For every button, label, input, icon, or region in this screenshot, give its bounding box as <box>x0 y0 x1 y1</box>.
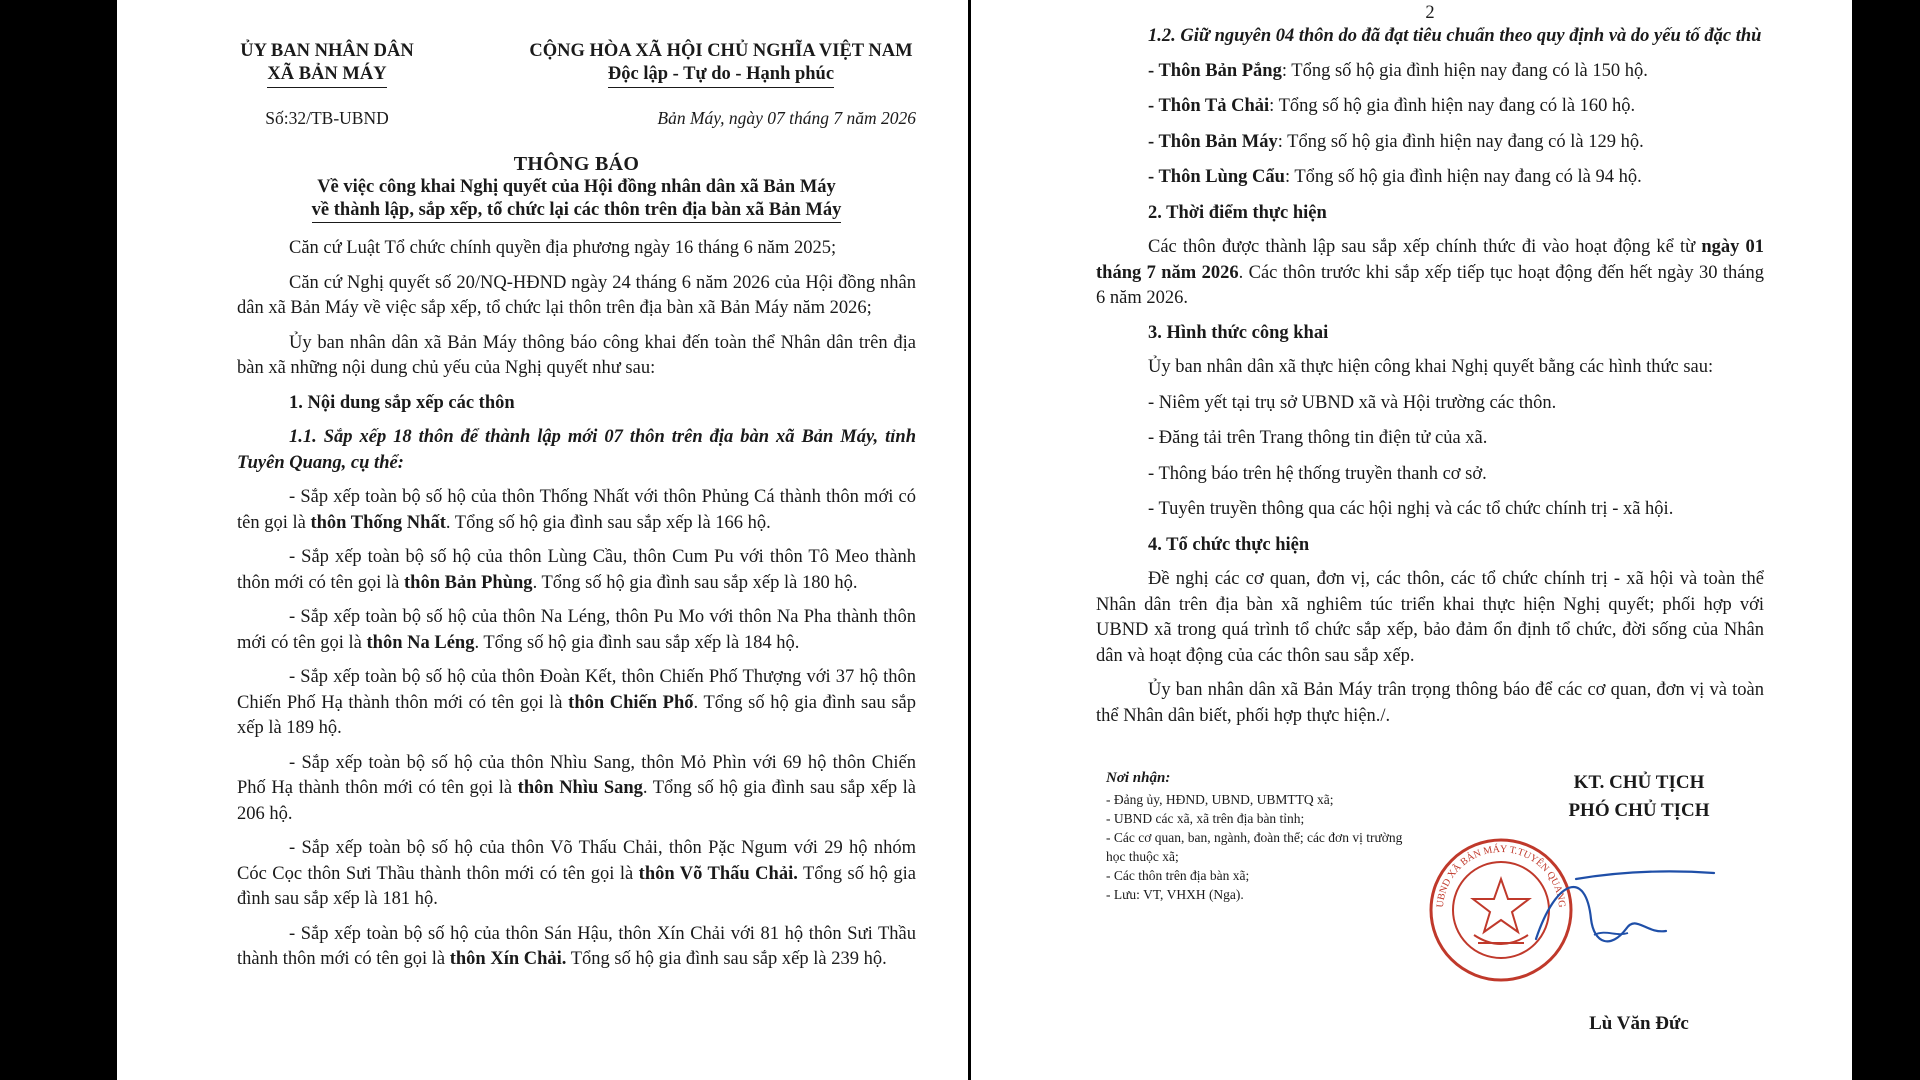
list-item: - Tuyên truyền thông qua các hội nghị và các tổ chức chính trị - xã hội. <box>1148 499 1674 519</box>
authority-line: ỦY BAN NHÂN DÂN <box>240 41 414 61</box>
village-name: thôn Võ Thấu Chải. <box>638 863 798 884</box>
signature-icon <box>1516 859 1716 969</box>
list-item: - Niêm yết tại trụ sở UBND xã và Hội trường các thôn. <box>1148 392 1557 413</box>
village-name: thôn Nhìu Sang <box>517 778 643 798</box>
list-item: - Sắp xếp toàn bộ số hộ của thôn Nhìu Sang, thôn Mỏ Phìn với 69 hộ thôn Chiến Phố Hạ thành thôn mới có tên gọi là thôn Nhìu Sang. Tổng số hộ gia đình sau sắp xếp là 206 hộ. <box>237 752 917 824</box>
recipient-item: - Đảng ủy, HĐND, UBND, UBMTTQ xã; <box>1106 792 1334 807</box>
list-item: - Sắp xếp toàn bộ số hộ của thôn Đoàn Kết, thôn Chiến Phố Thượng với 37 hộ thôn Chiến Phố Hạ thành thôn mới có tên gọi là thôn Chiến Phố. Tổng số hộ gia đình sau sắp xếp là 189 hộ. <box>237 667 916 738</box>
recipient-item: - Các cơ quan, ban, ngành, đoàn thể; các đơn vị trường học thuộc xã; <box>1106 830 1403 864</box>
kept-villages-list <box>1096 59 1764 191</box>
list-item: - Đăng tải trên Trang thông tin điện tử của xã. <box>1148 428 1488 448</box>
document-subtitle <box>237 176 916 222</box>
national-motto <box>526 40 916 88</box>
recipients <box>1106 769 1416 904</box>
list-item: - Sắp xếp toàn bộ số hộ của thôn Thống Nhất với thôn Phủng Cá thành thôn mới có tên gọi là thôn Thống Nhất. Tổng số hộ gia đình sau sắp xếp là 166 hộ. <box>237 487 916 533</box>
svg-text:UBND XÃ BẢN MÁY T.TUYÊN QUANG: UBND XÃ BẢN MÁY T.TUYÊN QUANG <box>1434 843 1568 909</box>
page-number: 2 <box>1425 3 1435 23</box>
list-item: - Thông báo trên hệ thống truyền thanh cơ sở. <box>1148 463 1487 484</box>
signature-block <box>1096 769 1764 1049</box>
recipient-item: - Lưu: VT, VHXH (Nga). <box>1106 887 1244 902</box>
motto: Độc lập - Tự do - Hạnh phúc <box>608 63 834 88</box>
village-name: thôn Bản Phùng <box>404 572 533 593</box>
document-header <box>237 40 916 88</box>
list-item: - Sắp xếp toàn bộ số hộ của thôn Võ Thấu Chải, thôn Pặc Ngum với 29 hộ nhóm Cóc Cọc thôn Sưi Thầu thành thôn mới có tên gọi là thôn Võ Thấu Chải. Tổng số hộ gia đình sau sắp xếp là 181 hộ. <box>237 838 916 909</box>
list-item: - Sắp xếp toàn bộ số hộ của thôn Sán Hậu, thôn Xín Chải với 81 hộ thôn Sưi Thầu thành thôn mới có tên gọi là thôn Xín Chải. Tổng số hộ gia đình sau sắp xếp là 239 hộ. <box>237 923 916 969</box>
section-2-heading: 2. Thời điểm thực hiện <box>1148 202 1327 223</box>
section-1-1-heading: 1.1. Sắp xếp 18 thôn để thành lập mới 07 thôn trên địa bàn xã Bản Máy, tỉnh Tuyên Quang, cụ thể: <box>237 427 916 473</box>
list-item: - Thôn Lùng Cẩu: Tổng số hộ gia đình hiện nay đang có là 94 hộ. <box>1148 167 1642 187</box>
list-item: - Thôn Bản Máy: Tổng số hộ gia đình hiện nay đang có là 129 hộ. <box>1148 131 1644 152</box>
village-name: thôn Xín Chải. <box>449 949 567 969</box>
list-item: - Sắp xếp toàn bộ số hộ của thôn Lùng Cầu, thôn Cum Pu với thôn Tô Meo thành thôn mới có tên gọi là thôn Bản Phùng. Tổng số hộ gia đình sau sắp xếp là 180 hộ. <box>237 547 916 593</box>
commune-name: XÃ BẢN MÁY <box>267 63 386 88</box>
document-meta <box>237 108 916 129</box>
nation-name: CỘNG HÒA XÃ HỘI CHỦ NGHĨA VIỆT NAM <box>529 41 913 61</box>
recipients-title: Nơi nhận: <box>1106 770 1171 786</box>
list-item: - Thôn Bản Pắng: Tổng số hộ gia đình hiện nay đang có là 150 hộ. <box>1148 60 1648 81</box>
legal-basis-1: Căn cứ Luật Tổ chức chính quyền địa phương ngày 16 tháng 6 năm 2025; <box>289 238 837 258</box>
document-title: THÔNG BÁO <box>513 153 640 175</box>
recipient-item: - UBND các xã, xã trên địa bàn tỉnh; <box>1106 811 1305 826</box>
subtitle-line-2: về thành lập, sắp xếp, tổ chức lại các thôn trên địa bàn xã Bản Máy <box>312 200 842 223</box>
section-1-heading: 1. Nội dung sắp xếp các thôn <box>289 392 515 413</box>
document-date: Bản Máy, ngày 07 tháng 7 năm 2026 <box>657 108 916 128</box>
village-name: thôn Thống Nhất <box>310 512 446 533</box>
section-4-heading: 4. Tổ chức thực hiện <box>1148 534 1310 555</box>
list-item: - Sắp xếp toàn bộ số hộ của thôn Na Léng, thôn Pu Mo với thôn Na Pha thành thôn mới có tên gọi là thôn Na Léng. Tổng số hộ gia đình sau sắp xếp là 184 hộ. <box>237 607 916 653</box>
issuing-authority <box>237 40 417 88</box>
document-number: Số:32/TB-UBND <box>265 108 389 128</box>
section-3-heading: 3. Hình thức công khai <box>1148 322 1329 343</box>
village-name: thôn Chiến Phố <box>568 692 694 713</box>
section-3-intro: Ủy ban nhân dân xã thực hiện công khai Nghị quyết bằng các hình thức sau: <box>1148 357 1714 377</box>
signer-title <box>1514 769 1764 825</box>
village-name: thôn Na Léng <box>366 632 475 653</box>
list-item: - Thôn Tả Chải: Tổng số hộ gia đình hiện nay đang có là 160 hộ. <box>1148 96 1636 116</box>
intro-paragraph: Ủy ban nhân dân xã Bản Máy thông báo công khai đến toàn thể Nhân dân trên địa bàn xã những nội dung chủ yếu của Nghị quyết như sau: <box>237 332 916 378</box>
subtitle-line-1: Về việc công khai Nghị quyết của Hội đồng nhân dân xã Bản Máy <box>317 177 836 197</box>
signer-line-1: KT. CHỦ TỊCH <box>1573 772 1705 793</box>
section-2-text: Các thôn được thành lập sau sắp xếp chính thức đi vào hoạt động kể từ ngày 01 tháng 7 năm 2026. Các thôn trước khi sắp xếp tiếp tục hoạt động đến hết ngày 30 tháng 6 năm 2026. <box>1096 237 1764 308</box>
merge-list <box>237 485 916 973</box>
section-4-text: Đề nghị các cơ quan, đơn vị, các thôn, các tổ chức chính trị - xã hội và toàn thể Nhân dân trên địa bàn xã nghiêm túc triển khai thực hiện Nghị quyết; phối hợp với UBND xã trong quá trình tổ chức sắp xếp, bảo đảm ổn định tổ chức, đời sống của Nhân dân và hoạt động của các thôn sau sắp xếp. <box>1096 569 1764 666</box>
document-page-1 <box>117 0 968 1080</box>
signer-line-2: PHÓ CHỦ TỊCH <box>1568 800 1710 821</box>
legal-basis-2: Căn cứ Nghị quyết số 20/NQ-HĐND ngày 24 tháng 6 năm 2026 của Hội đồng nhân dân xã Bản Máy về việc sắp xếp, tổ chức lại thôn trên địa bàn xã Bản Máy năm 2026; <box>237 272 916 318</box>
recipient-item: - Các thôn trên địa bàn xã; <box>1106 868 1250 883</box>
section-1-2-heading: 1.2. Giữ nguyên 04 thôn do đã đạt tiêu chuẩn theo quy định và do yếu tố đặc thù <box>1148 26 1762 46</box>
document-page-2 <box>971 0 1852 1080</box>
closing-paragraph: Ủy ban nhân dân xã Bản Máy trân trọng thông báo để các cơ quan, đơn vị và toàn thể Nhân dân biết, phối hợp thực hiện./. <box>1096 680 1764 726</box>
signer-name: Lù Văn Đức <box>1589 1013 1689 1034</box>
